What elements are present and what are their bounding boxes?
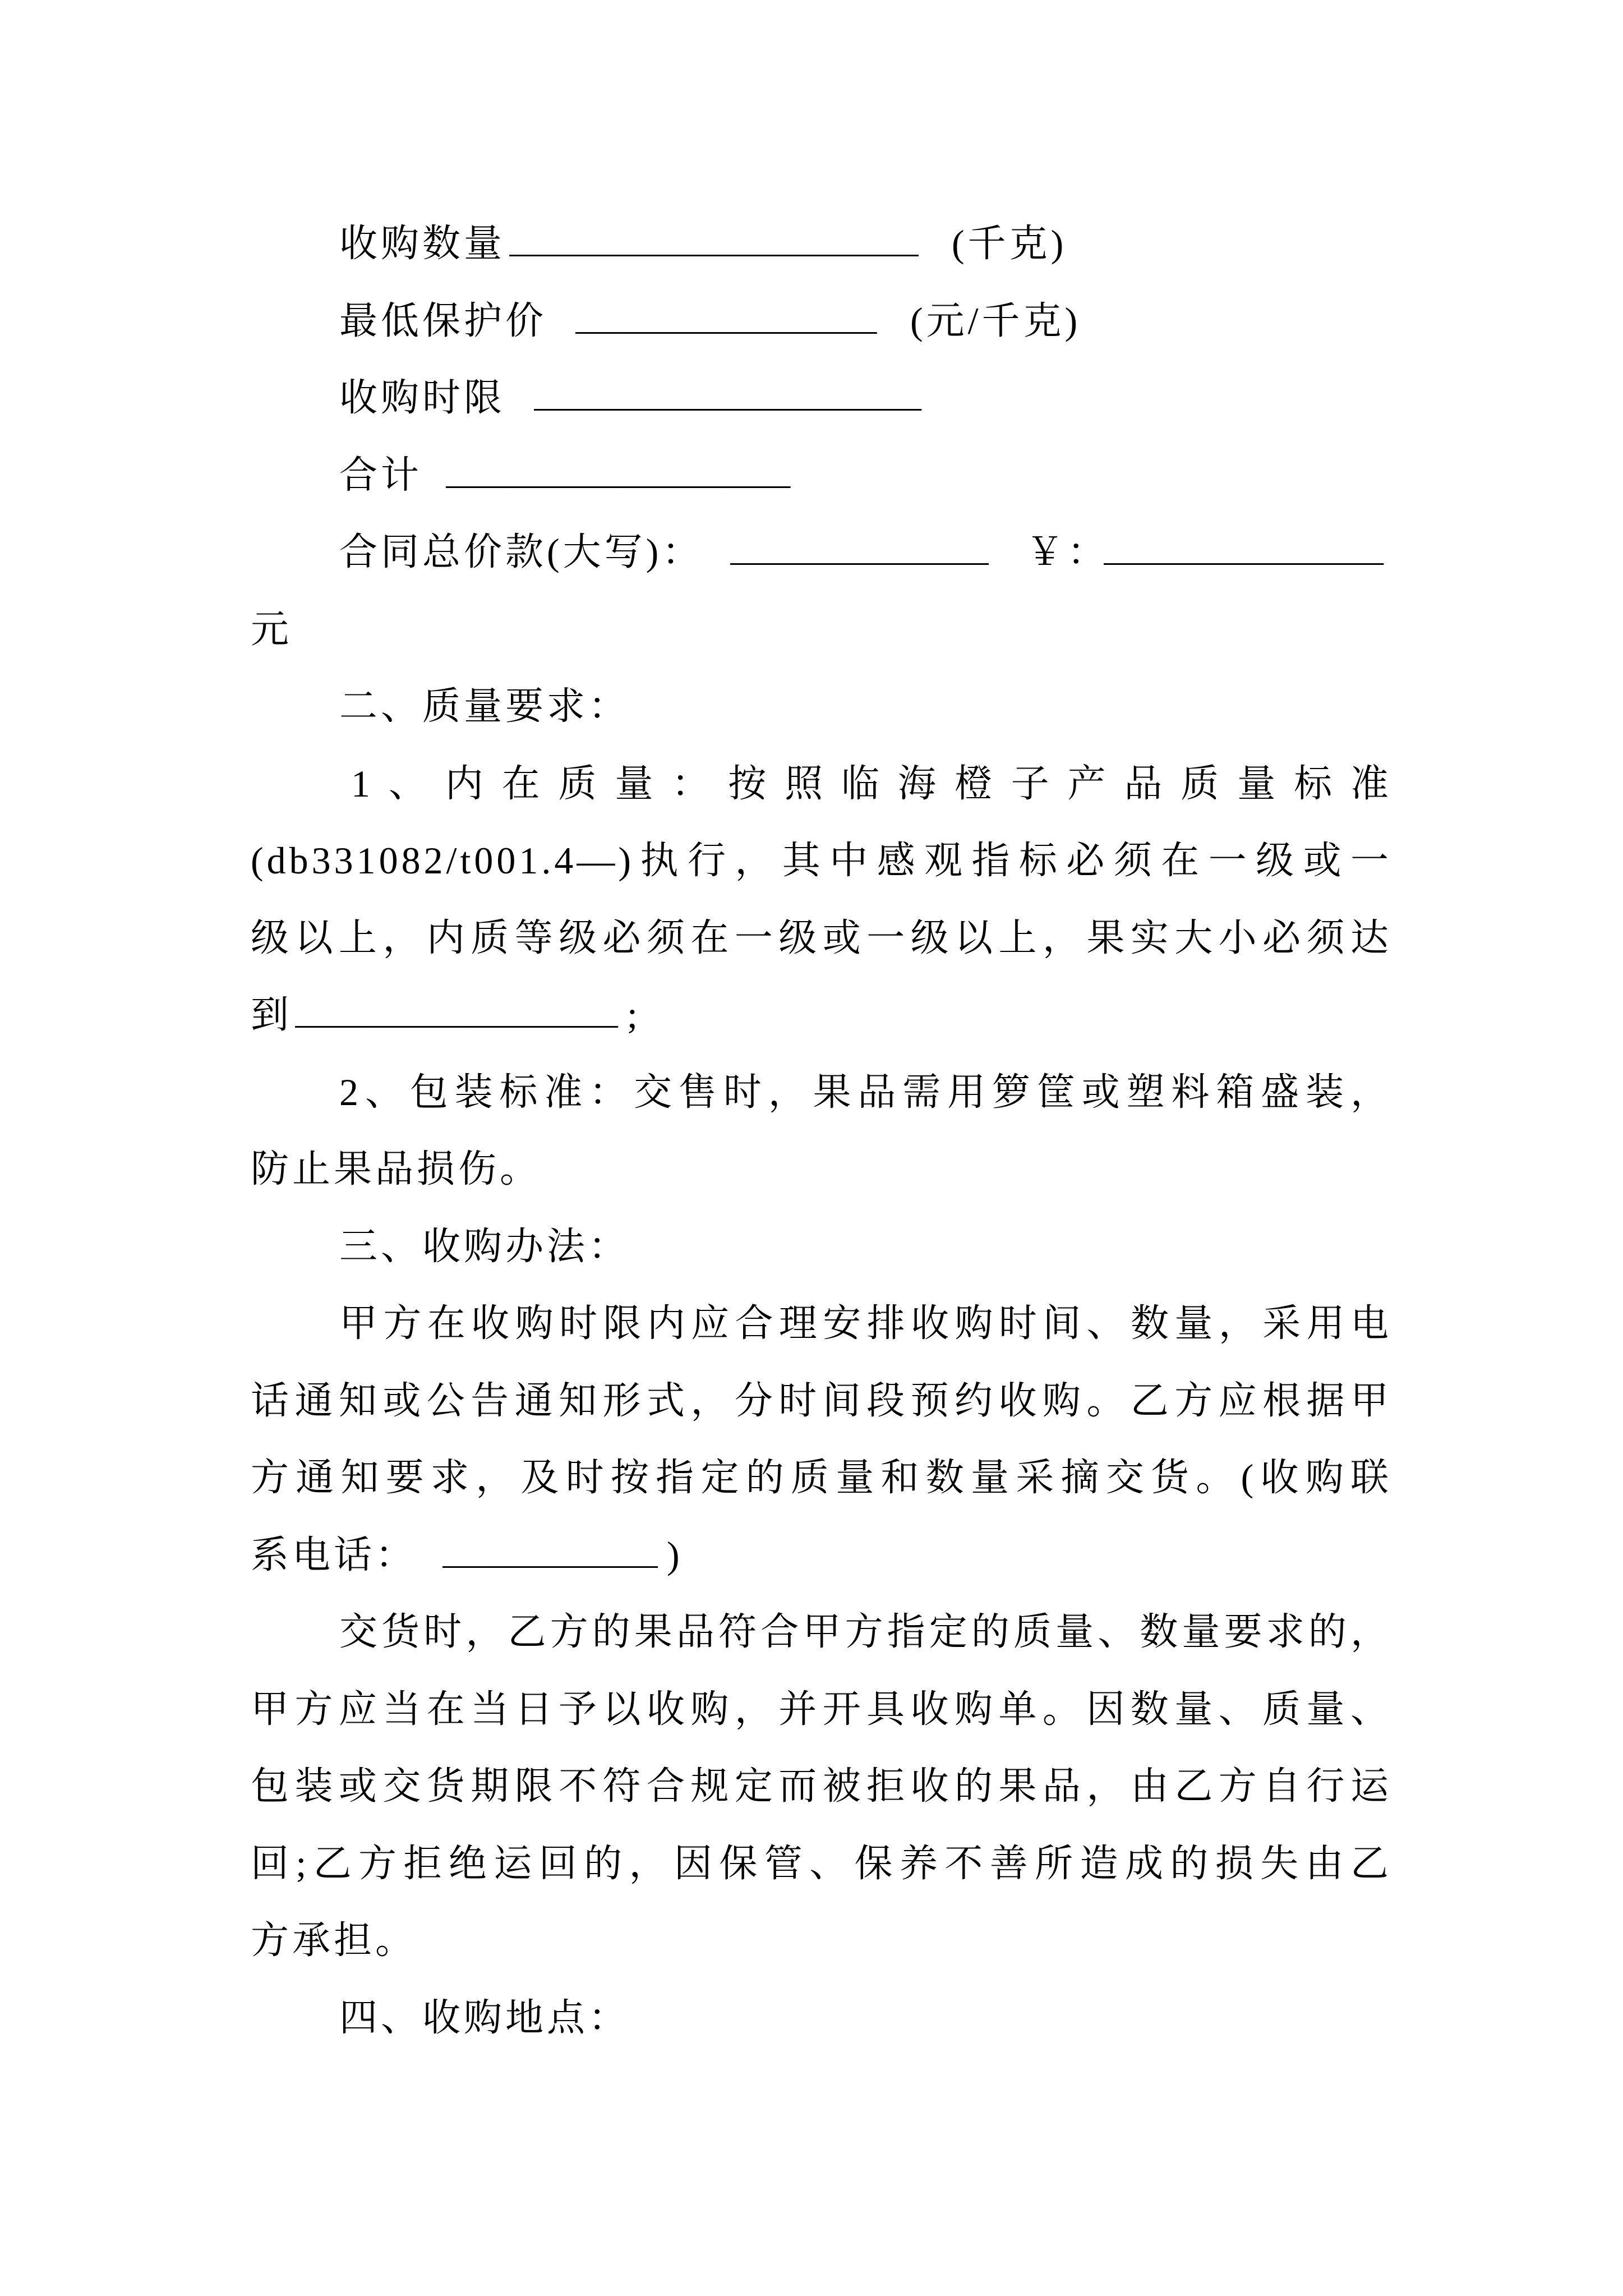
delivery-paragraph-line-1: 交货时，乙方的果品符合甲方指定的质量、数量要求的， (339, 1611, 1392, 1653)
method-paragraph-line-2: 话通知或公告通知形式，分时间段预约收购。乙方应根据甲 (251, 1379, 1392, 1422)
delivery-paragraph-line-3: 包装或交货期限不符合规定而被拒收的果品，由乙方自行运 (251, 1765, 1392, 1807)
delivery-paragraph-line-5: 方承担。 (251, 1919, 417, 1962)
method-heading: 三、收购办法： (339, 1225, 630, 1268)
location-heading: 四、收购地点： (339, 1996, 630, 2039)
purchase-period-blank: __________________ (534, 378, 922, 418)
fruit-size-prefix: 到 (251, 993, 293, 1036)
min-price-line (0, 294, 1623, 348)
contract-total-line (0, 525, 1623, 579)
phone-line (0, 1528, 1623, 1582)
currency-unit: 元 (251, 608, 293, 651)
packaging-line-1: 2、包装标准：交售时，果品需用箩筐或塑料箱盛装， (339, 1071, 1392, 1114)
subtotal-label: 合计 (339, 454, 423, 496)
delivery-paragraph-line-2: 甲方应当在当日予以收购，并开具收购单。因数量、质量、 (251, 1688, 1392, 1731)
quantity-label: 收购数量 (339, 222, 506, 265)
subtotal-blank: ________________ (446, 455, 791, 495)
fruit-size-suffix: ; (627, 993, 641, 1036)
delivery-paragraph-line-4: 回;乙方拒绝运回的，因保管、保养不善所造成的损失由乙 (251, 1842, 1392, 1885)
contract-total-label: 合同总价款(大写)： (339, 531, 704, 573)
packaging-line-2: 防止果品损伤。 (251, 1148, 542, 1190)
phone-suffix: ) (667, 1534, 683, 1576)
min-price-label: 最低保护价 (339, 300, 547, 342)
purchase-period-line (0, 371, 1623, 425)
min-price-unit: (元/千克) (910, 300, 1081, 342)
intrinsic-quality-line-3: 级以上，内质等级必须在一级或一级以上，果实大小必须达 (251, 917, 1392, 959)
quantity-blank: ___________________ (509, 223, 919, 264)
amount-in-words-blank: ____________ (730, 532, 989, 572)
quantity-unit: (千克) (952, 222, 1067, 265)
yen-label: ￥： (1026, 531, 1109, 573)
quantity-line (0, 217, 1623, 270)
intrinsic-quality-line-2: (db331082/t001.4—)执行，其中感观指标必须在一级或一 (251, 839, 1392, 882)
phone-label: 系电话： (251, 1534, 417, 1576)
quality-heading: 二、质量要求： (339, 685, 630, 728)
subtotal-line (0, 448, 1623, 502)
min-price-blank: ______________ (575, 301, 877, 341)
purchase-period-label: 收购时限 (339, 376, 506, 419)
method-paragraph-line-1: 甲方在收购时限内应合理安排收购时间、数量，采用电 (339, 1302, 1392, 1345)
fruit-size-line (0, 988, 1623, 1042)
fruit-size-blank: _______________ (295, 995, 619, 1035)
intrinsic-quality-line-1: 1、内在质量：按照临海橙子产品质量标准 (351, 762, 1392, 805)
amount-blank: _____________ (1104, 532, 1384, 572)
method-paragraph-line-3: 方通知要求，及时按指定的质量和数量采摘交货。(收购联 (251, 1456, 1392, 1499)
phone-blank: __________ (442, 1535, 658, 1575)
